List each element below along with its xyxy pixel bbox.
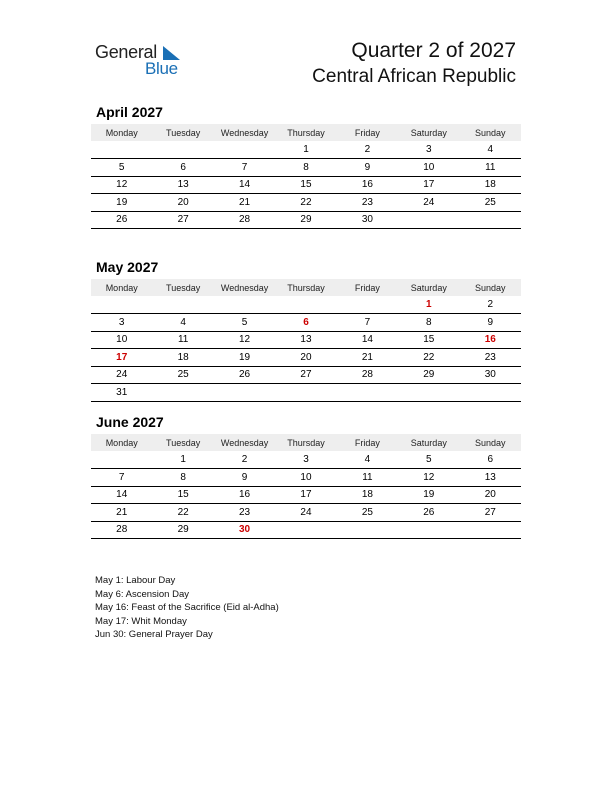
day-cell: 4 [460, 141, 521, 159]
week-row [91, 296, 521, 314]
day-cell: 11 [337, 469, 398, 487]
empty-cell [337, 384, 398, 402]
day-cell: 8 [398, 314, 459, 332]
day-cell: 21 [214, 194, 275, 212]
empty-cell [214, 384, 275, 402]
day-cell: 25 [460, 194, 521, 212]
empty-cell [91, 451, 152, 469]
empty-cell [214, 141, 275, 159]
weekday-header: Monday [91, 124, 152, 141]
day-cell: 30 [214, 521, 275, 539]
empty-cell [152, 296, 213, 314]
week-row [91, 384, 521, 402]
weekday-header: Monday [91, 279, 152, 296]
weekday-header: Thursday [275, 124, 336, 141]
weekday-header: Friday [337, 279, 398, 296]
weekday-header: Friday [337, 434, 398, 451]
day-cell: 15 [152, 486, 213, 504]
weekday-header: Tuesday [152, 124, 213, 141]
calendar-table [91, 434, 521, 539]
empty-cell [91, 296, 152, 314]
day-cell: 8 [152, 469, 213, 487]
day-cell: 2 [214, 451, 275, 469]
day-cell: 10 [398, 159, 459, 177]
month-title: April 2027 [96, 104, 163, 120]
holiday-note: May 16: Feast of the Sacrifice (Eid al-Adha) [95, 602, 279, 613]
empty-cell [398, 384, 459, 402]
month-title: May 2027 [96, 259, 159, 275]
empty-cell [460, 384, 521, 402]
day-cell: 5 [91, 159, 152, 177]
week-row [91, 521, 521, 539]
month-june [91, 414, 521, 539]
day-cell: 7 [91, 469, 152, 487]
weekday-header: Sunday [460, 279, 521, 296]
day-cell: 3 [398, 141, 459, 159]
week-row [91, 194, 521, 212]
weekday-header: Wednesday [214, 279, 275, 296]
day-cell: 25 [337, 504, 398, 522]
day-cell: 21 [337, 349, 398, 367]
weekday-header: Sunday [460, 434, 521, 451]
day-cell: 19 [398, 486, 459, 504]
day-cell: 10 [275, 469, 336, 487]
day-cell: 17 [91, 349, 152, 367]
empty-cell [152, 384, 213, 402]
day-cell: 13 [460, 469, 521, 487]
day-cell: 22 [152, 504, 213, 522]
weekday-header-row [91, 124, 521, 141]
day-cell: 16 [337, 176, 398, 194]
day-cell: 1 [398, 296, 459, 314]
day-cell: 13 [152, 176, 213, 194]
day-cell: 13 [275, 331, 336, 349]
month-may [91, 259, 521, 402]
day-cell: 30 [460, 366, 521, 384]
day-cell: 23 [337, 194, 398, 212]
week-row [91, 159, 521, 177]
day-cell: 14 [214, 176, 275, 194]
empty-cell [337, 521, 398, 539]
empty-cell [275, 296, 336, 314]
day-cell: 24 [275, 504, 336, 522]
day-cell: 9 [214, 469, 275, 487]
weekday-header-row [91, 434, 521, 451]
day-cell: 16 [460, 331, 521, 349]
day-cell: 3 [275, 451, 336, 469]
day-cell: 7 [214, 159, 275, 177]
day-cell: 2 [460, 296, 521, 314]
day-cell: 23 [214, 504, 275, 522]
empty-cell [398, 521, 459, 539]
week-row [91, 331, 521, 349]
empty-cell [152, 141, 213, 159]
weekday-header: Tuesday [152, 279, 213, 296]
day-cell: 27 [275, 366, 336, 384]
day-cell: 20 [152, 194, 213, 212]
day-cell: 18 [337, 486, 398, 504]
day-cell: 12 [214, 331, 275, 349]
weekday-header: Thursday [275, 279, 336, 296]
day-cell: 28 [91, 521, 152, 539]
day-cell: 14 [91, 486, 152, 504]
day-cell: 29 [275, 211, 336, 229]
day-cell: 4 [337, 451, 398, 469]
weekday-header: Wednesday [214, 124, 275, 141]
day-cell: 8 [275, 159, 336, 177]
week-row [91, 451, 521, 469]
day-cell: 28 [214, 211, 275, 229]
day-cell: 27 [460, 504, 521, 522]
day-cell: 18 [152, 349, 213, 367]
day-cell: 22 [275, 194, 336, 212]
week-row [91, 349, 521, 367]
day-cell: 6 [460, 451, 521, 469]
weekday-header: Thursday [275, 434, 336, 451]
week-row [91, 469, 521, 487]
day-cell: 4 [152, 314, 213, 332]
day-cell: 15 [275, 176, 336, 194]
country-name: Central African Republic [312, 66, 516, 87]
logo [95, 42, 195, 78]
day-cell: 1 [152, 451, 213, 469]
day-cell: 20 [460, 486, 521, 504]
day-cell: 27 [152, 211, 213, 229]
day-cell: 20 [275, 349, 336, 367]
day-cell: 29 [398, 366, 459, 384]
week-row [91, 176, 521, 194]
calendar-table [91, 124, 521, 229]
day-cell: 2 [337, 141, 398, 159]
day-cell: 6 [275, 314, 336, 332]
empty-cell [275, 384, 336, 402]
weekday-header: Wednesday [214, 434, 275, 451]
day-cell: 30 [337, 211, 398, 229]
day-cell: 24 [91, 366, 152, 384]
day-cell: 28 [337, 366, 398, 384]
logo-word-blue: Blue [145, 59, 178, 78]
day-cell: 29 [152, 521, 213, 539]
weekday-header-row [91, 279, 521, 296]
logo-word-general: General [95, 42, 157, 62]
day-cell: 24 [398, 194, 459, 212]
day-cell: 16 [214, 486, 275, 504]
day-cell: 31 [91, 384, 152, 402]
day-cell: 10 [91, 331, 152, 349]
day-cell: 22 [398, 349, 459, 367]
month-title: June 2027 [96, 414, 164, 430]
empty-cell [398, 211, 459, 229]
day-cell: 19 [91, 194, 152, 212]
day-cell: 15 [398, 331, 459, 349]
holiday-note: May 6: Ascension Day [95, 588, 189, 600]
weekday-header: Monday [91, 434, 152, 451]
day-cell: 9 [337, 159, 398, 177]
day-cell: 9 [460, 314, 521, 332]
day-cell: 7 [337, 314, 398, 332]
day-cell: 1 [275, 141, 336, 159]
empty-cell [460, 521, 521, 539]
day-cell: 5 [214, 314, 275, 332]
holiday-note: Jun 30: General Prayer Day [95, 629, 213, 640]
empty-cell [275, 521, 336, 539]
day-cell: 11 [152, 331, 213, 349]
weekday-header: Saturday [398, 279, 459, 296]
week-row [91, 314, 521, 332]
month-april [91, 104, 521, 229]
page-title: Quarter 2 of 2027 [351, 39, 516, 62]
day-cell: 12 [91, 176, 152, 194]
week-row [91, 486, 521, 504]
day-cell: 19 [214, 349, 275, 367]
weekday-header: Tuesday [152, 434, 213, 451]
day-cell: 6 [152, 159, 213, 177]
holiday-note: May 17: Whit Monday [95, 615, 187, 627]
empty-cell [337, 296, 398, 314]
day-cell: 23 [460, 349, 521, 367]
weekday-header: Sunday [460, 124, 521, 141]
day-cell: 17 [398, 176, 459, 194]
day-cell: 18 [460, 176, 521, 194]
week-row [91, 211, 521, 229]
day-cell: 12 [398, 469, 459, 487]
day-cell: 25 [152, 366, 213, 384]
day-cell: 3 [91, 314, 152, 332]
day-cell: 26 [91, 211, 152, 229]
weekday-header: Friday [337, 124, 398, 141]
holiday-notes [95, 574, 279, 642]
weekday-header: Saturday [398, 124, 459, 141]
day-cell: 21 [91, 504, 152, 522]
empty-cell [214, 296, 275, 314]
week-row [91, 504, 521, 522]
day-cell: 26 [214, 366, 275, 384]
day-cell: 5 [398, 451, 459, 469]
weekday-header: Saturday [398, 434, 459, 451]
empty-cell [460, 211, 521, 229]
empty-cell [91, 141, 152, 159]
calendar-table [91, 279, 521, 402]
day-cell: 14 [337, 331, 398, 349]
day-cell: 26 [398, 504, 459, 522]
week-row [91, 366, 521, 384]
holiday-note: May 1: Labour Day [95, 575, 176, 586]
day-cell: 11 [460, 159, 521, 177]
day-cell: 17 [275, 486, 336, 504]
week-row [91, 141, 521, 159]
